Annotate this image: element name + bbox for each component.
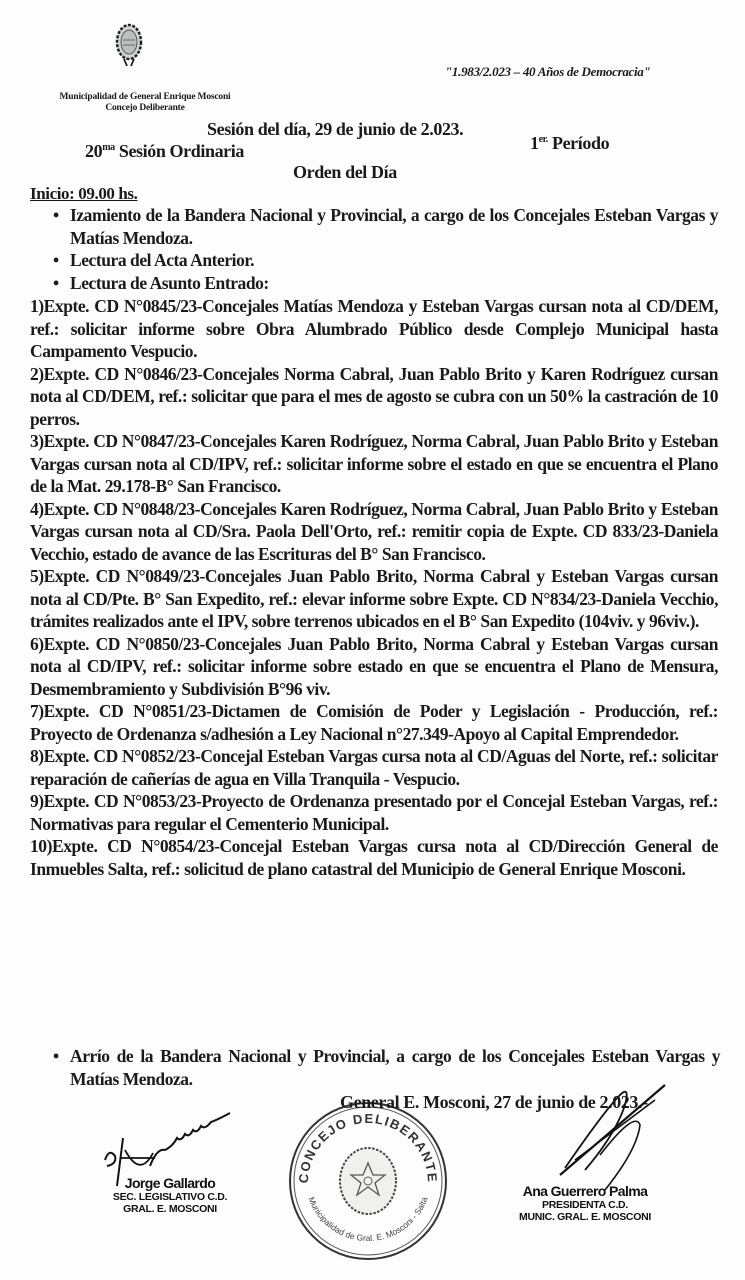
session-number-value: 20 xyxy=(85,141,103,161)
period-number: 1 xyxy=(530,133,539,153)
agenda-item: 3)Expte. CD N°0847/23-Concejales Karen Rodríguez, Norma Cabral, Juan Pablo Brito y Esteban Vargas cursan nota al CD/IPV, ref.: solicitar informe sobre el estado en que se encuentra el Plano de la Mat. 29.178-B° San Francisco. xyxy=(30,431,718,496)
agenda-item: 6)Expte. CD N°0850/23-Concejales Juan Pablo Brito, Norma Cabral y Esteban Vargas cursan nota al CD/IPV, ref.: solicitar informe sobre estado en que se encuentra el Plano de Mensura, Desmembramiento y Subdivisión B°96 viv. xyxy=(30,633,718,699)
period-suffix: er. xyxy=(538,134,548,145)
institution-line-2: Concejo Deliberante xyxy=(105,103,185,113)
signer-role-right-2: MUNIC. GRAL. E. MOSCONI xyxy=(519,1211,651,1223)
star-seal-icon xyxy=(340,1148,396,1214)
agenda-item: 9)Expte. CD N°0853/23-Proyecto de Ordenanza presentado por el Concejal Esteban Vargas, ref.: Normativas para regular el Cementerio Municipal. xyxy=(30,791,718,834)
signature-scribble-right xyxy=(545,1080,675,1195)
intro-bullet-list xyxy=(50,204,718,294)
agenda-item: 4)Expte. CD N°0848/23-Concejales Karen Rodríguez, Norma Cabral, Juan Pablo Brito y Esteban Vargas cursan nota al CD/Sra. Paola Dell'Orto, ref.: remitir copia de Expte. CD 833/23-Daniela Vecchio, estado de avance de las Escrituras del B° San Francisco. xyxy=(30,498,718,564)
signature-left xyxy=(95,1175,245,1215)
bullet-icon: • xyxy=(53,1046,59,1066)
agenda-item: 5)Expte. CD N°0849/23-Concejales Juan Pablo Brito, Norma Cabral y Esteban Vargas cursan nota al CD/Pte. B° San Expedito, ref.: elevar informe sobre Expte. CD N°834/23-Daniela Vecchio, trámites realizados ante el IPV, sobre terrenos ubicados en el B° San Expedito (104viv. y 96viv.). xyxy=(30,566,718,631)
session-type: Sesión Ordinaria xyxy=(118,141,244,161)
municipal-shield-icon xyxy=(114,22,144,68)
agenda-item: 2)Expte. CD N°0846/23-Concejales Norma Cabral, Juan Pablo Brito y Karen Rodríguez cursan nota al CD/DEM, ref.: solicitar que para el mes de agosto se cubra con un 50% la castración de 10 perros. xyxy=(30,363,718,429)
signer-role-left-2: GRAL. E. MOSCONI xyxy=(123,1203,217,1215)
signer-name-left: Jorge Gallardo xyxy=(124,1175,216,1191)
agenda-item: 7)Expte. CD N°0851/23-Dictamen de Comisión de Poder y Legislación - Producción, ref.: Proyecto de Ordenanza s/adhesión a Ley Nacional n°27.349-Apoyo al Capital Emprendedor. xyxy=(30,701,718,744)
signer-name-right: Ana Guerrero Palma xyxy=(522,1183,648,1199)
agenda-item-list xyxy=(30,295,718,880)
bullet-icon: • xyxy=(53,250,59,270)
list-item xyxy=(50,272,718,295)
list-item-text: Izamiento de la Bandera Nacional y Provincial, a cargo de los Concejales Esteban Vargas y Matías Mendoza. xyxy=(70,205,718,248)
signature-right xyxy=(500,1183,670,1223)
session-date: Sesión del día, 29 de junio de 2.023. xyxy=(207,119,464,139)
period xyxy=(530,133,609,154)
list-item-text: Lectura del Acta Anterior. xyxy=(70,250,255,270)
session-number xyxy=(85,141,244,162)
period-label: Período xyxy=(551,133,610,153)
bullet-icon: • xyxy=(53,272,59,293)
council-stamp xyxy=(283,1093,453,1263)
agenda-item: 10)Expte. CD N°0854/23-Concejal Esteban Vargas cursa nota al CD/Dirección General de Inmuebles Salta, ref.: solicitud de plano catastral del Municipio de General Enrique Mosconi. xyxy=(30,836,718,879)
institution-line-1: Municipalidad de General Enrique Mosconi xyxy=(59,92,231,102)
list-item xyxy=(50,249,718,272)
agenda-item: 1)Expte. CD N°0845/23-Concejales Matías Mendoza y Esteban Vargas cursan nota al CD/DEM, ref.: solicitar informe sobre Obra Alumbrado Público desde Complejo Municipal hasta Campamento Vespucio. xyxy=(30,296,718,361)
place-and-date: General E. Mosconi, 27 de junio de 2.023.- xyxy=(340,1092,648,1112)
agenda-item: 8)Expte. CD N°0852/23-Concejal Esteban Vargas cursa nota al CD/Aguas del Norte, ref.: solicitar reparación de cañerías de agua en Villa Tranquila - Vespucio. xyxy=(30,746,718,789)
signer-role-left-1: SEC. LEGISLATIVO C.D. xyxy=(112,1191,228,1203)
session-number-suffix: ma xyxy=(102,142,115,153)
list-item-text: Arrío de la Bandera Nacional y Provincial, a cargo de los Concejales Esteban Vargas y Matías Mendoza. xyxy=(70,1046,720,1089)
list-item-text: Lectura de Asunto Entrado: xyxy=(70,272,269,293)
start-time: Inicio: 09.00 hs. xyxy=(30,184,138,203)
motto: "1.983/2.023 – 40 Años de Democracia" xyxy=(445,64,651,79)
page-title: Orden del Día xyxy=(293,162,397,182)
list-item xyxy=(50,204,718,249)
signer-role-right-1: PRESIDENTA C.D. xyxy=(542,1199,628,1211)
stamp-top-text: CONCEJO DELIBERANTE xyxy=(295,1110,441,1184)
bullet-icon: • xyxy=(53,205,59,225)
institution-name xyxy=(30,92,260,114)
stamp-bottom-text: Municipalidad de Gral. E. Mosconi - Salta xyxy=(306,1195,430,1244)
